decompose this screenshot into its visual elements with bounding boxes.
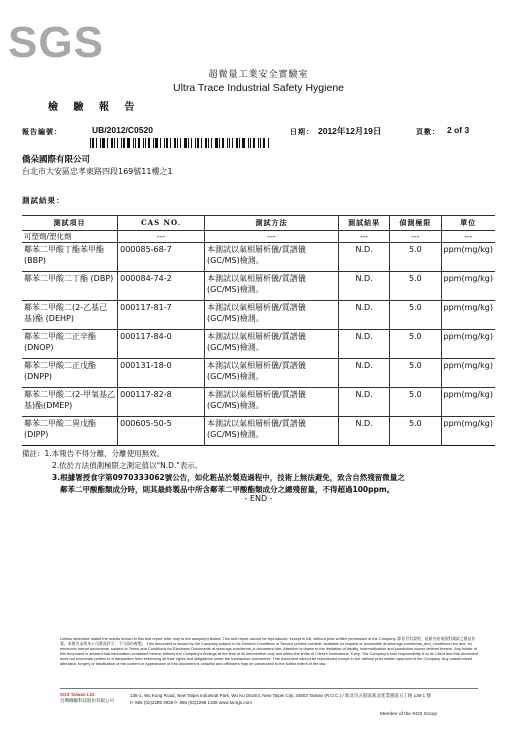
cell-result: N.D.: [338, 416, 389, 445]
barcode-bar: [205, 138, 207, 148]
barcode-bar: [114, 138, 115, 148]
cell-method: 本測試以氣相層析儀/質譜儀(GC/MS)檢測。: [205, 416, 339, 445]
barcode-bar: [96, 138, 97, 148]
cell-limit: 5.0: [390, 300, 441, 329]
cell-item: 鄰苯二甲酸二(2-乙基己基)酯 (DEHP): [22, 300, 118, 329]
barcode-bar: [253, 138, 255, 148]
footer-address-block: [130, 692, 431, 706]
barcode-bar: [242, 138, 245, 148]
header-result: 測試結果: [338, 216, 389, 231]
date-label: 日期：: [290, 127, 314, 136]
cell-cas: 000117-81-7: [118, 300, 205, 329]
cell-method: 本測試以氣相層析儀/質譜儀(GC/MS)檢測。: [205, 300, 339, 329]
notes: [22, 448, 497, 496]
barcode-bar: [174, 138, 176, 148]
cell-limit: 5.0: [390, 329, 441, 358]
barcode-bar: [258, 138, 259, 148]
cell-cas: 000605-50-5: [118, 416, 205, 445]
cell-cas: 000084-74-2: [118, 271, 205, 300]
group-cell: ---: [205, 230, 339, 242]
header-method: 測試方法: [205, 216, 339, 231]
barcode-bar: [127, 138, 130, 148]
footer-address: 136-1, Wu Kung Road, New Taipei Industrial Park, Wu Ku District, New Taipei City, 24803 Taiwan (R.O.C.) / 新北市五股區新北產業園區五工路 136-1 號: [130, 693, 431, 698]
cell-limit: 5.0: [390, 387, 441, 416]
barcode-bar: [117, 138, 118, 148]
barcode-bar: [111, 138, 113, 148]
barcode-bar: [166, 138, 168, 148]
cell-result: N.D.: [338, 271, 389, 300]
barcode-bar: [138, 138, 140, 148]
cell-item: 鄰苯二甲酸丁酯苯甲酯 (BBP): [22, 242, 118, 271]
note-3a: 3.根據署授食字第0970333062號公告，如化粧品於製造過程中，技術上無法避免，致含自然殘留微量之: [52, 473, 405, 482]
end-marker: - END -: [244, 494, 273, 503]
group-cell: ---: [338, 230, 389, 242]
note-1: 1.本報告不得分離，分離使用無效。: [44, 449, 165, 458]
cell-unit: ppm(mg/kg): [441, 358, 495, 387]
barcode-bar: [201, 138, 202, 148]
cell-method: 本測試以氣相層析儀/質譜儀(GC/MS)檢測。: [205, 329, 339, 358]
note-line-1: [22, 448, 497, 460]
barcode-bar: [248, 138, 249, 148]
report-date: 2012年12月19日: [318, 126, 382, 136]
results-label: 測試結果：: [22, 196, 65, 205]
cell-result: N.D.: [338, 387, 389, 416]
barcode-bar: [100, 138, 101, 148]
barcode-bar: [195, 138, 196, 148]
logo-text: SGS: [8, 18, 104, 67]
cell-cas: 000085-68-7: [118, 242, 205, 271]
cell-item: 鄰苯二甲酸二正辛酯 (DNOP): [22, 329, 118, 358]
barcode-bar: [102, 138, 105, 148]
barcode-bar: [197, 138, 199, 148]
report-title: 檢 驗 報 告: [48, 102, 141, 113]
report-no: UB/2012/C0520: [92, 125, 153, 135]
barcode-bar: [260, 138, 261, 148]
footer-company: [60, 692, 114, 704]
cell-item: 鄰苯二甲酸二正戊酯 (DNPP): [22, 358, 118, 387]
cell-item: 鄰苯二甲酸二(2-甲氧基乙基)酯(DMEP): [22, 387, 118, 416]
note-2: 2.依於方法偵測極限之測定值以"N.D."表示。: [52, 461, 203, 470]
cell-method: 本測試以氣相層析儀/質譜儀(GC/MS)檢測。: [205, 358, 339, 387]
barcode-bar: [92, 138, 94, 148]
cell-result: N.D.: [338, 300, 389, 329]
barcode-bar: [219, 138, 220, 148]
header-unit: 單位: [441, 216, 495, 231]
barcode-bar: [184, 138, 187, 148]
group-cell: ---: [118, 230, 205, 242]
cell-limit: 5.0: [390, 242, 441, 271]
header-limit: 偵測極限: [390, 216, 441, 231]
table-row: [22, 300, 495, 329]
table-row: [22, 416, 495, 445]
table-row: [22, 329, 495, 358]
page-number: 2 of 3: [447, 125, 470, 135]
barcode-bar: [107, 138, 108, 148]
cell-item: 鄰苯二甲酸二異戊酯 (DIPP): [22, 416, 118, 445]
barcode-bar: [239, 138, 240, 148]
cell-cas: 000117-82-8: [118, 387, 205, 416]
results-table: [22, 215, 495, 446]
sgs-logo: [8, 18, 104, 67]
cell-limit: 5.0: [390, 358, 441, 387]
cell-unit: ppm(mg/kg): [441, 300, 495, 329]
barcode-bar: [191, 138, 192, 148]
cell-unit: ppm(mg/kg): [441, 271, 495, 300]
client-company: 僑朵國際有限公司: [22, 155, 91, 165]
barcode-bar: [143, 138, 144, 148]
barcode-bar: [263, 138, 265, 148]
barcode-bar: [155, 138, 158, 148]
cell-method: 本測試以氣相層析儀/質譜儀(GC/MS)檢測。: [205, 242, 339, 271]
barcode-bar: [160, 138, 161, 148]
lab-name-zh: 超微量工業安全實驗室: [208, 70, 309, 80]
cell-unit: ppm(mg/kg): [441, 387, 495, 416]
barcode-bar: [180, 138, 181, 148]
barcode-bar: [229, 138, 230, 148]
footer-divider: [60, 688, 478, 689]
footer-company-zh: 台灣檢驗科技股份有限公司: [60, 698, 114, 703]
cell-item: 鄰苯二甲酸二丁酯 (DBP): [22, 271, 118, 300]
group-cell: ---: [390, 230, 441, 242]
barcode-bar: [145, 138, 146, 148]
cell-result: N.D.: [338, 358, 389, 387]
table-row: [22, 271, 495, 300]
report-no-label: 報告編號：: [22, 127, 62, 136]
header-item: 測試項目: [22, 216, 118, 231]
group-cell: ---: [441, 230, 495, 242]
cell-limit: 5.0: [390, 416, 441, 445]
barcode-bar: [170, 138, 171, 148]
footer-contact: t+ 886 (02)2299 3939 f+ 886 (02)2298 1338 www.tw.sgs.com: [130, 700, 252, 705]
barcode-bar: [208, 138, 209, 148]
table-row: [22, 387, 495, 416]
barcode-bar: [236, 138, 238, 148]
cell-result: N.D.: [338, 329, 389, 358]
cell-cas: 000131-18-0: [118, 358, 205, 387]
notes-prefix: 備註：: [22, 449, 45, 458]
table-header-row: [22, 216, 495, 231]
client-address: 台北市大安區忠孝東路四段169號11樓之1: [22, 167, 173, 176]
cell-unit: ppm(mg/kg): [441, 242, 495, 271]
barcode-bar: [177, 138, 178, 148]
footer-company-en: SGS Taiwan Ltd.: [60, 692, 96, 697]
barcode-bar: [121, 138, 122, 148]
barcode-bar: [188, 138, 189, 148]
cell-method: 本測試以氣相層析儀/質譜儀(GC/MS)檢測。: [205, 271, 339, 300]
barcode-bar: [215, 138, 218, 148]
cell-limit: 5.0: [390, 271, 441, 300]
barcode-bar: [232, 138, 233, 148]
cell-method: 本測試以氣相層析儀/質譜儀(GC/MS)檢測。: [205, 387, 339, 416]
barcode: [90, 138, 270, 148]
group-row: [22, 230, 495, 242]
barcode-bar: [222, 138, 224, 148]
barcode-bar: [164, 138, 165, 148]
barcode-bar: [90, 138, 91, 148]
barcode-bar: [148, 138, 150, 148]
barcode-bar: [123, 138, 125, 148]
barcode-bar: [133, 138, 134, 148]
note-3b: 鄰苯二甲酸酯類成分時，則其最終製品中所含鄰苯二甲酸酯類成分之總殘留量，不得超過100ppm。: [60, 485, 395, 494]
barcode-bar: [227, 138, 228, 148]
barcode-bar: [268, 138, 269, 148]
barcode-bar: [135, 138, 136, 148]
table-row: [22, 358, 495, 387]
cell-unit: ppm(mg/kg): [441, 329, 495, 358]
barcode-bar: [153, 138, 154, 148]
group-name: 可塑劑/塑化劑: [22, 230, 118, 242]
table-row: [22, 242, 495, 271]
lab-name-en: Ultra Trace Industrial Safety Hygiene: [173, 82, 344, 94]
barcode-bar: [211, 138, 212, 148]
footer-member: Member of the SGS Group: [380, 712, 438, 717]
cell-result: N.D.: [338, 242, 389, 271]
cell-unit: ppm(mg/kg): [441, 416, 495, 445]
page-label: 頁數：: [416, 127, 440, 136]
footer-disclaimer: Unless otherwise stated the results shown in this test report refer only to the sample(s) tested. This test report cannot be reproduced, except in full, without prior written permission of the Company. 除非另有說明，此報告結果僅對測試之樣品負責。本報告未經本公司書面許可，不可部份複製。 This document is issued by the Company subject to its General Conditions of Service printed overleaf, available on request or accessible at www.sgs.com/terms_and_conditions.htm and, for electronic format documents, subject to Terms and Conditions for Electronic Documents at www.sgs.com/terms_e-document.htm. Attention is drawn to the limitation of liability, indemnification and jurisdiction issues defined therein. Any holder of this document is advised that information contained hereon reflects the Company's findings at the time of its intervention only and within the limits of Client's instructions, if any. The Company's sole responsibility is to its Client and this document does not exonerate parties to a transaction from exercising all their rights and obligations under the transaction documents. This document cannot be reproduced except in full, without prior written approval of the Company. Any unauthorized alteration, forgery or falsification of the content or appearance of this document is unlawful and offenders may be prosecuted to the fullest extent of the law.: [60, 636, 478, 666]
cell-cas: 000117-84-0: [118, 329, 205, 358]
header-cas: CAS NO.: [118, 216, 205, 231]
barcode-bar: [250, 138, 251, 148]
